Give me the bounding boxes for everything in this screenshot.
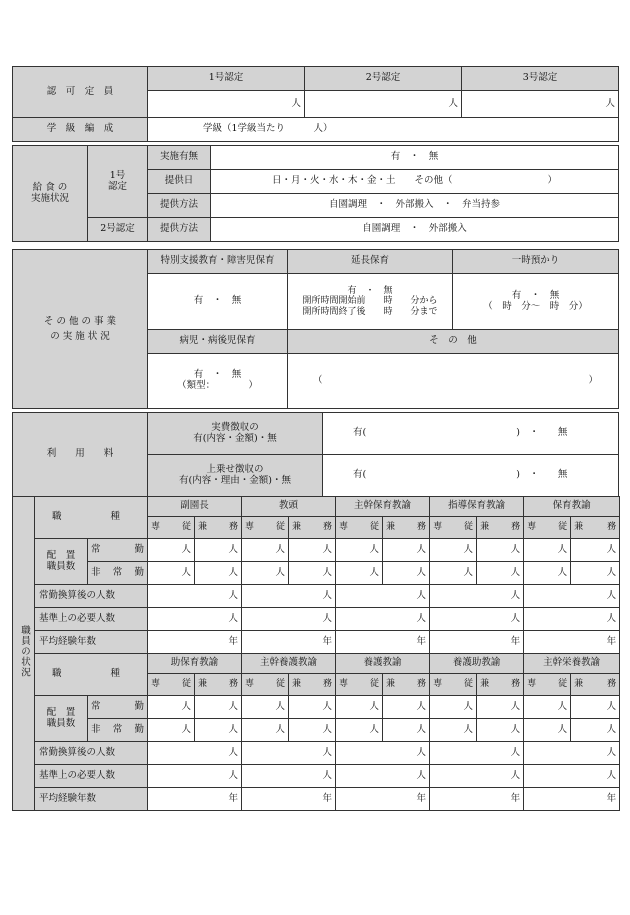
fulltime-count-field[interactable]: 人 bbox=[524, 539, 571, 562]
occupation-label: 職 種 bbox=[35, 654, 148, 696]
actual-cost-label: 実費徴収の 有(内容・金額)・無 bbox=[148, 413, 323, 455]
role-header: 養護教諭 bbox=[336, 654, 430, 674]
meals-row-label: 提供方法 bbox=[148, 218, 211, 242]
parttime-count-field[interactable]: 人 bbox=[477, 562, 524, 585]
fees-label: 利 用 料 bbox=[13, 413, 148, 497]
parttime-count-field[interactable]: 人 bbox=[571, 562, 620, 585]
required-count-field[interactable]: 人 bbox=[336, 765, 430, 788]
parttime-count-field[interactable]: 人 bbox=[524, 719, 571, 742]
misc-field[interactable]: （ ） bbox=[288, 354, 619, 409]
occupation-label: 職 種 bbox=[35, 497, 148, 539]
sick-child-header: 病児・病後児保育 bbox=[148, 330, 288, 354]
experience-field[interactable]: 年 bbox=[148, 788, 242, 811]
experience-field[interactable]: 年 bbox=[430, 631, 524, 654]
dedicated-header: 専 従 bbox=[242, 674, 289, 696]
meals-type1-label: 1号 認定 bbox=[88, 146, 148, 218]
meals-method-options[interactable]: 自園調理 ・ 外部搬入 ・ 弁当持参 bbox=[211, 194, 619, 218]
parttime-count-field[interactable]: 人 bbox=[148, 562, 195, 585]
experience-field[interactable]: 年 bbox=[430, 788, 524, 811]
capacity-table bbox=[12, 66, 619, 142]
surcharge-label: 上乗せ徴収の 有(内容・理由・金額)・無 bbox=[148, 455, 323, 497]
capacity-header-2: 2号認定 bbox=[305, 67, 462, 91]
experience-field[interactable]: 年 bbox=[524, 631, 620, 654]
required-count-label: 基準上の必要人数 bbox=[35, 608, 148, 631]
dedicated-header: 専 従 bbox=[524, 517, 571, 539]
dedicated-header: 専 従 bbox=[430, 674, 477, 696]
dedicated-header: 専 従 bbox=[524, 674, 571, 696]
capacity-header-1: 1号認定 bbox=[148, 67, 305, 91]
dedicated-header: 専 従 bbox=[242, 517, 289, 539]
role-header: 教頭 bbox=[242, 497, 336, 517]
fulltime-count-field[interactable]: 人 bbox=[430, 696, 477, 719]
role-header: 主幹栄養教諭 bbox=[524, 654, 620, 674]
meals-type2-method-options[interactable]: 自園調理 ・ 外部搬入 bbox=[211, 218, 619, 242]
role-header: 養護助教諭 bbox=[430, 654, 524, 674]
converted-count-field[interactable]: 人 bbox=[430, 742, 524, 765]
meals-row-label: 提供日 bbox=[148, 170, 211, 194]
required-count-field[interactable]: 人 bbox=[242, 765, 336, 788]
other-services-table bbox=[12, 249, 619, 409]
fees-table bbox=[12, 412, 619, 497]
meals-type2-label: 2号認定 bbox=[88, 218, 148, 242]
converted-count-label: 常勤換算後の人数 bbox=[35, 742, 148, 765]
experience-label: 平均経験年数 bbox=[35, 631, 148, 654]
concurrent-header: 兼 務 bbox=[289, 674, 336, 696]
capacity-label: 認 可 定 員 bbox=[13, 67, 148, 118]
parttime-count-field[interactable]: 人 bbox=[571, 719, 620, 742]
experience-label: 平均経験年数 bbox=[35, 788, 148, 811]
fulltime-count-field[interactable]: 人 bbox=[571, 539, 620, 562]
fulltime-count-field[interactable]: 人 bbox=[477, 539, 524, 562]
fulltime-count-field[interactable]: 人 bbox=[336, 539, 383, 562]
concurrent-header: 兼 務 bbox=[571, 674, 620, 696]
experience-field[interactable]: 年 bbox=[336, 788, 430, 811]
fulltime-count-field[interactable]: 人 bbox=[289, 539, 336, 562]
special-support-header: 特別支援教育・障害児保育 bbox=[148, 250, 288, 274]
dedicated-header: 専 従 bbox=[430, 517, 477, 539]
parttime-count-field[interactable]: 人 bbox=[148, 719, 195, 742]
actual-cost-field[interactable]: 有( ) ・ 無 bbox=[323, 413, 619, 455]
parttime-count-field[interactable]: 人 bbox=[336, 562, 383, 585]
converted-count-field[interactable]: 人 bbox=[430, 585, 524, 608]
parttime-count-field[interactable]: 人 bbox=[195, 719, 242, 742]
fulltime-count-field[interactable]: 人 bbox=[148, 696, 195, 719]
concurrent-header: 兼 務 bbox=[383, 517, 430, 539]
sick-child-field[interactable]: 有 ・ 無 （類型： ） bbox=[148, 354, 288, 409]
dedicated-header: 専 従 bbox=[148, 674, 195, 696]
required-count-field[interactable]: 人 bbox=[242, 608, 336, 631]
extended-care-field[interactable]: 有 ・ 無 開所時間開始前 時 分から 開所時間終了後 時 分まで bbox=[288, 274, 453, 330]
concurrent-header: 兼 務 bbox=[477, 674, 524, 696]
parttime-label: 非 常 勤 bbox=[88, 719, 148, 742]
required-count-field[interactable]: 人 bbox=[524, 608, 620, 631]
required-count-field[interactable]: 人 bbox=[430, 608, 524, 631]
fulltime-count-field[interactable]: 人 bbox=[242, 696, 289, 719]
assigned-staff-label: 配 置 職員数 bbox=[35, 539, 88, 585]
concurrent-header: 兼 務 bbox=[289, 517, 336, 539]
other-services-label: そ の 他 の 事 業 の 実 施 状 況 bbox=[13, 250, 148, 409]
required-count-field[interactable]: 人 bbox=[148, 765, 242, 788]
converted-count-field[interactable]: 人 bbox=[336, 585, 430, 608]
meals-days-options[interactable]: 日・月・火・水・木・金・土 その他（ ） bbox=[211, 170, 619, 194]
parttime-count-field[interactable]: 人 bbox=[336, 719, 383, 742]
special-support-options[interactable]: 有 ・ 無 bbox=[148, 274, 288, 330]
required-count-label: 基準上の必要人数 bbox=[35, 765, 148, 788]
parttime-count-field[interactable]: 人 bbox=[242, 719, 289, 742]
staff-section-label: 職員の状況 bbox=[13, 497, 35, 811]
concurrent-header: 兼 務 bbox=[383, 674, 430, 696]
experience-field[interactable]: 年 bbox=[242, 788, 336, 811]
converted-count-field[interactable]: 人 bbox=[148, 585, 242, 608]
experience-field[interactable]: 年 bbox=[524, 788, 620, 811]
classes-field[interactable]: 学級（1学級当たり 人） bbox=[148, 118, 619, 142]
role-header: 助保育教諭 bbox=[148, 654, 242, 674]
parttime-count-field[interactable]: 人 bbox=[195, 562, 242, 585]
fulltime-count-field[interactable]: 人 bbox=[289, 696, 336, 719]
fulltime-count-field[interactable]: 人 bbox=[195, 539, 242, 562]
fulltime-count-field[interactable]: 人 bbox=[524, 696, 571, 719]
experience-field[interactable]: 年 bbox=[148, 631, 242, 654]
parttime-count-field[interactable]: 人 bbox=[430, 719, 477, 742]
dedicated-header: 専 従 bbox=[336, 674, 383, 696]
parttime-label: 非 常 勤 bbox=[88, 562, 148, 585]
parttime-count-field[interactable]: 人 bbox=[289, 562, 336, 585]
converted-count-label: 常勤換算後の人数 bbox=[35, 585, 148, 608]
converted-count-field[interactable]: 人 bbox=[242, 742, 336, 765]
assigned-staff-label: 配 置 職員数 bbox=[35, 696, 88, 742]
capacity-field-3[interactable]: 人 bbox=[462, 91, 619, 118]
concurrent-header: 兼 務 bbox=[571, 517, 620, 539]
required-count-field[interactable]: 人 bbox=[336, 608, 430, 631]
role-header: 保育教諭 bbox=[524, 497, 620, 517]
meals-label: 給 食 の 実施状況 bbox=[13, 146, 88, 242]
role-header: 主幹養護教諭 bbox=[242, 654, 336, 674]
meals-presence-options[interactable]: 有 ・ 無 bbox=[211, 146, 619, 170]
fulltime-label: 常 勤 bbox=[88, 539, 148, 562]
fulltime-count-field[interactable]: 人 bbox=[383, 696, 430, 719]
misc-header: そ の 他 bbox=[288, 330, 619, 354]
staff-table bbox=[12, 496, 620, 811]
experience-field[interactable]: 年 bbox=[336, 631, 430, 654]
parttime-count-field[interactable]: 人 bbox=[383, 719, 430, 742]
fulltime-count-field[interactable]: 人 bbox=[477, 696, 524, 719]
capacity-field-1[interactable]: 人 bbox=[148, 91, 305, 118]
parttime-count-field[interactable]: 人 bbox=[242, 562, 289, 585]
capacity-header-3: 3号認定 bbox=[462, 67, 619, 91]
parttime-count-field[interactable]: 人 bbox=[477, 719, 524, 742]
converted-count-field[interactable]: 人 bbox=[148, 742, 242, 765]
concurrent-header: 兼 務 bbox=[195, 674, 242, 696]
extended-care-header: 延長保育 bbox=[288, 250, 453, 274]
temporary-care-header: 一時預かり bbox=[453, 250, 619, 274]
fulltime-count-field[interactable]: 人 bbox=[148, 539, 195, 562]
fulltime-count-field[interactable]: 人 bbox=[430, 539, 477, 562]
parttime-count-field[interactable]: 人 bbox=[430, 562, 477, 585]
fulltime-count-field[interactable]: 人 bbox=[383, 539, 430, 562]
dedicated-header: 専 従 bbox=[336, 517, 383, 539]
dedicated-header: 専 従 bbox=[148, 517, 195, 539]
converted-count-field[interactable]: 人 bbox=[242, 585, 336, 608]
converted-count-field[interactable]: 人 bbox=[524, 585, 620, 608]
role-header: 主幹保育教諭 bbox=[336, 497, 430, 517]
fulltime-label: 常 勤 bbox=[88, 696, 148, 719]
fulltime-count-field[interactable]: 人 bbox=[571, 696, 620, 719]
parttime-count-field[interactable]: 人 bbox=[524, 562, 571, 585]
required-count-field[interactable]: 人 bbox=[430, 765, 524, 788]
converted-count-field[interactable]: 人 bbox=[524, 742, 620, 765]
experience-field[interactable]: 年 bbox=[242, 631, 336, 654]
required-count-field[interactable]: 人 bbox=[524, 765, 620, 788]
capacity-field-2[interactable]: 人 bbox=[305, 91, 462, 118]
fulltime-count-field[interactable]: 人 bbox=[336, 696, 383, 719]
parttime-count-field[interactable]: 人 bbox=[289, 719, 336, 742]
required-count-field[interactable]: 人 bbox=[148, 608, 242, 631]
meals-row-label: 提供方法 bbox=[148, 194, 211, 218]
surcharge-field[interactable]: 有( ) ・ 無 bbox=[323, 455, 619, 497]
concurrent-header: 兼 務 bbox=[195, 517, 242, 539]
converted-count-field[interactable]: 人 bbox=[336, 742, 430, 765]
fulltime-count-field[interactable]: 人 bbox=[195, 696, 242, 719]
meals-row-label: 実施有無 bbox=[148, 146, 211, 170]
concurrent-header: 兼 務 bbox=[477, 517, 524, 539]
fulltime-count-field[interactable]: 人 bbox=[242, 539, 289, 562]
temporary-care-field[interactable]: 有 ・ 無 （ 時 分～ 時 分） bbox=[453, 274, 619, 330]
role-header: 指導保育教諭 bbox=[430, 497, 524, 517]
parttime-count-field[interactable]: 人 bbox=[383, 562, 430, 585]
classes-label: 学 級 編 成 bbox=[13, 118, 148, 142]
meals-table bbox=[12, 145, 619, 242]
role-header: 副園長 bbox=[148, 497, 242, 517]
